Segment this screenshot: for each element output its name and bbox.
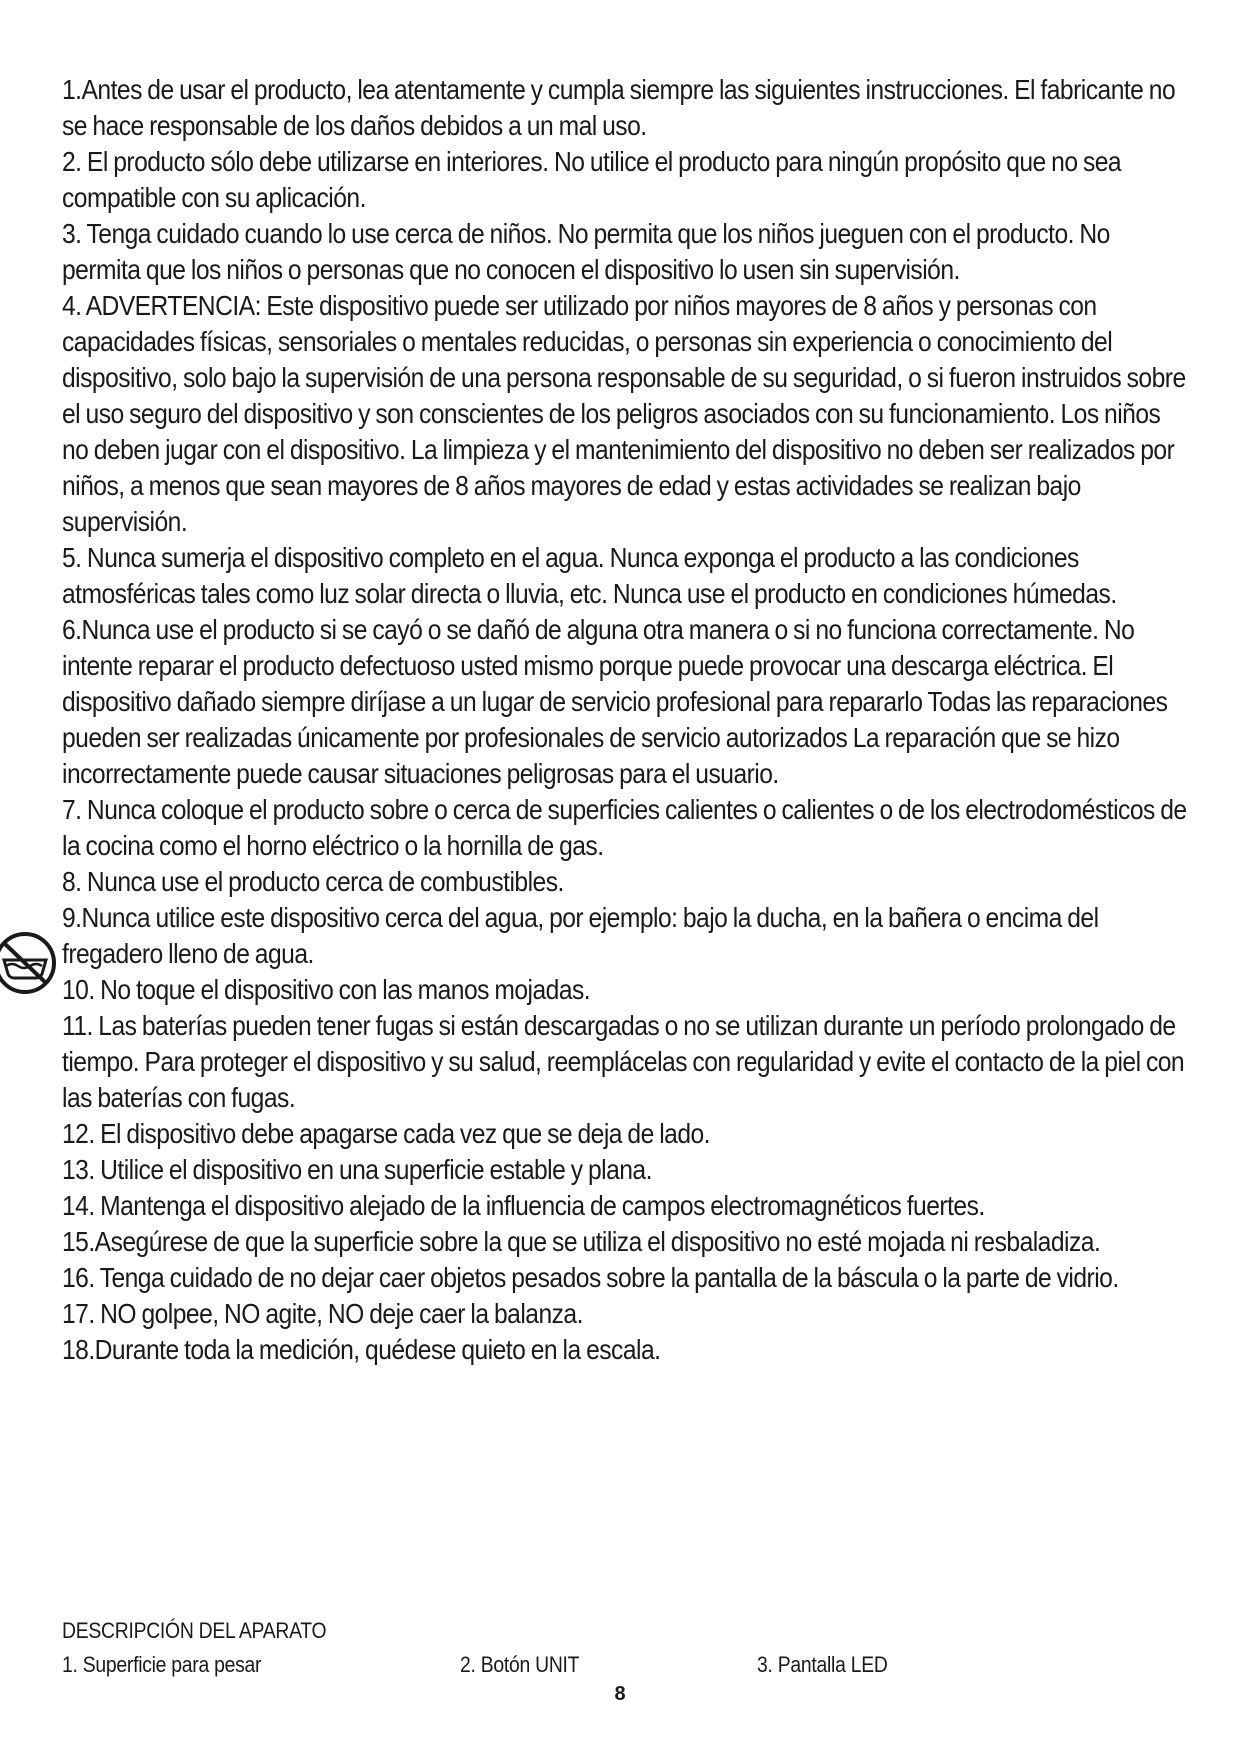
parts-list xyxy=(62,1652,1192,1680)
instruction-item: 15.Asegúrese de que la superficie sobre la que se utiliza el dispositivo no esté mojada ni resbaladiza. xyxy=(62,1226,1101,1257)
part-item: 3. Pantalla LED xyxy=(757,1652,888,1677)
part-item: 1. Superficie para pesar xyxy=(62,1652,262,1677)
instruction-item: 9.Nunca utilice este dispositivo cerca del agua, por ejemplo: bajo la ducha, en la bañera o encima del fregadero lleno de agua. xyxy=(62,902,1099,969)
instruction-item: 14. Mantenga el dispositivo alejado de la influencia de campos electromagnéticos fuertes. xyxy=(62,1190,985,1221)
instruction-item: 8. Nunca use el producto cerca de combustibles. xyxy=(62,866,564,897)
device-description-heading: DESCRIPCIÓN DEL APARATO xyxy=(62,1618,327,1643)
part-item: 2. Botón UNIT xyxy=(460,1652,580,1677)
instruction-item: 4. ADVERTENCIA: Este dispositivo puede ser utilizado por niños mayores de 8 años y personas con capacidades físicas, sensoriales o mentales reducidas, o personas sin experiencia o conocimiento del dispositivo, solo bajo la supervisión de una persona responsable de su seguridad, o si fueron instruidos sobre el uso seguro del dispositivo y son conscientes de los peligros asociados con su funcionamiento. Los niños no deben jugar con el dispositivo. La limpieza y el mantenimiento del dispositivo no deben ser realizados por niños, a menos que sean mayores de 8 años mayores de edad y estas actividades se realizan bajo supervisión. xyxy=(62,290,1186,537)
instruction-item: 5. Nunca sumerja el dispositivo completo en el agua. Nunca exponga el producto a las condiciones atmosféricas tales como luz solar directa o lluvia, etc. Nunca use el producto en condiciones húmedas. xyxy=(62,542,1117,609)
instruction-item: 18.Durante toda la medición, quédese quieto en la escala. xyxy=(62,1334,661,1365)
instruction-item: 7. Nunca coloque el producto sobre o cerca de superficies calientes o calientes o de los electrodomésticos de la cocina como el horno eléctrico o la hornilla de gas. xyxy=(62,794,1187,861)
instruction-item: 17. NO golpee, NO agite, NO deje caer la balanza. xyxy=(62,1298,583,1329)
instruction-item: 2. El producto sólo debe utilizarse en interiores. No utilice el producto para ningún propósito que no sea compatible con su aplicación. xyxy=(62,146,1122,213)
instruction-item: 10. No toque el dispositivo con las manos mojadas. xyxy=(62,974,591,1005)
instruction-item: 3. Tenga cuidado cuando lo use cerca de niños. No permita que los niños jueguen con el producto. No permita que los niños o personas que no conocen el dispositivo lo usen sin supervisión. xyxy=(62,218,1110,285)
instruction-item: 12. El dispositivo debe apagarse cada vez que se deja de lado. xyxy=(62,1118,710,1149)
instruction-item: 16. Tenga cuidado de no dejar caer objetos pesados sobre la pantalla de la báscula o la parte de vidrio. xyxy=(62,1262,1119,1293)
instruction-item: 11. Las baterías pueden tener fugas si están descargadas o no se utilizan durante un período prolongado de tiempo. Para proteger el dispositivo y su salud, reemplácelas con regularidad y evite el contacto de la piel con las baterías con fugas. xyxy=(62,1010,1185,1113)
instruction-item: 13. Utilice el dispositivo en una superficie estable y plana. xyxy=(62,1154,652,1185)
instructions-list xyxy=(62,72,1192,1368)
no-bath-water-icon xyxy=(0,930,58,996)
instruction-item: 1.Antes de usar el producto, lea atentamente y cumpla siempre las siguientes instrucciones. El fabricante no se hace responsable de los daños debidos a un mal uso. xyxy=(62,74,1176,141)
instruction-item: 6.Nunca use el producto si se cayó o se dañó de alguna otra manera o si no funciona correctamente. No intente reparar el producto defectuoso usted mismo porque puede provocar una descarga eléctrica. El dispositivo dañado siempre diríjase a un lugar de servicio profesional para repararlo Todas las reparaciones pueden ser realizadas únicamente por profesionales de servicio autorizados La reparación que se hizo incorrectamente puede causar situaciones peligrosas para el usuario. xyxy=(62,614,1168,789)
page-number: 8 xyxy=(614,1683,626,1705)
safety-instructions xyxy=(62,72,1192,1368)
